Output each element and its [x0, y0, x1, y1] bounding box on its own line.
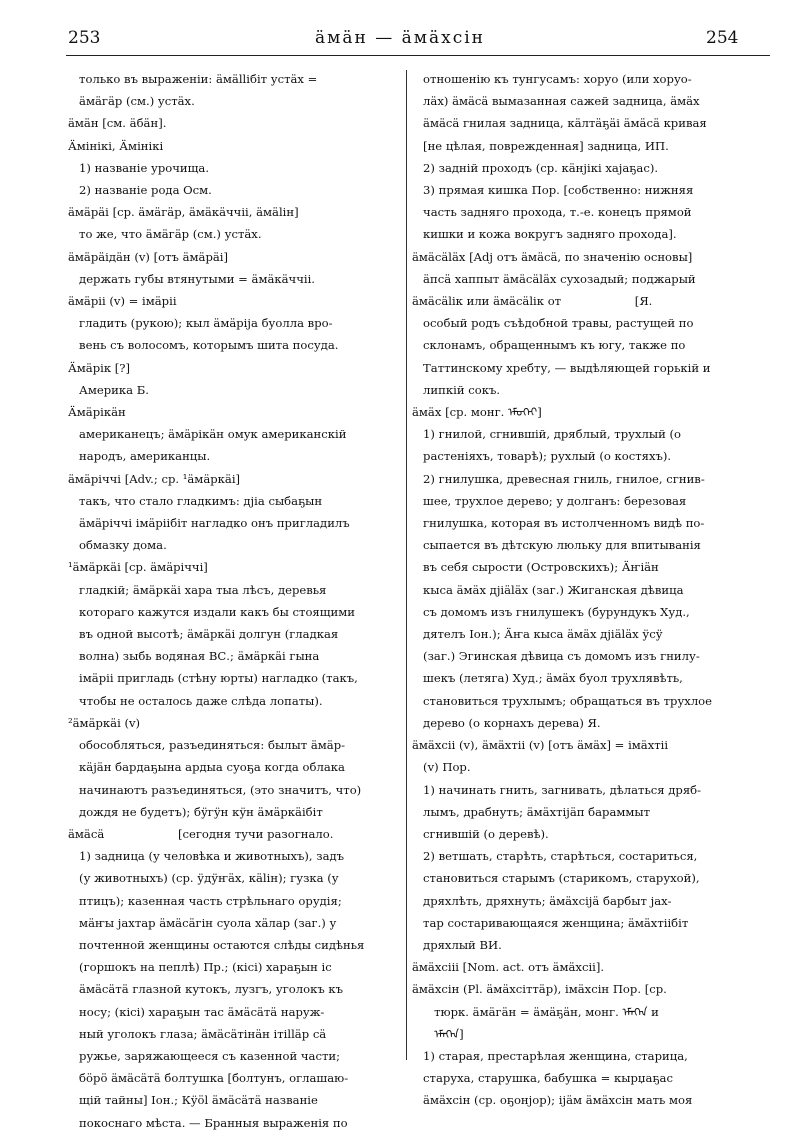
header-rule	[66, 55, 770, 56]
dictionary-line: становиться трухлымъ; обращаться въ трухлое	[412, 693, 713, 708]
dictionary-line: носу; (кісі) хараҕын тас ӓмӓсӓтӓ наруж-	[68, 1004, 325, 1019]
dictionary-line: ӓпсӓ хаппыт ӓмӓсӓlӓх сухозадый; поджарый	[412, 271, 696, 286]
dictionary-line: въ себя сырости (Островскихъ); Ӓҥіӓн	[412, 560, 659, 575]
dictionary-line: американецъ; ӓмӓрікӓн омук американскій	[68, 427, 347, 442]
dictionary-line: народъ, американцы.	[68, 449, 211, 464]
dictionary-line: гладить (рукою); кыл ӓмӓріја буолла вро-	[68, 316, 333, 331]
dictionary-line: чтобы не осталось даже слѣда лопаты).	[68, 693, 323, 708]
dictionary-line: (v) Пор.	[412, 760, 471, 775]
dictionary-line: (заг.) Эгинская дѣвица съ домомъ изъ гнилу-	[412, 649, 700, 664]
dictionary-line: ӓмӓгӓр (см.) устӓх.	[68, 94, 195, 109]
dictionary-line: шекъ (летяга) Худ.; ӓмӓх буол трухлявѣть,	[412, 671, 683, 686]
dictionary-line: тюрк. ӓмӓгӓн = ӓмӓҕӓн, монг. ᠡᠮᠡᠭᠡᠨ и	[412, 1004, 659, 1019]
dictionary-line: только въ выраженіи: ӓмӓllібіт устӓх =	[68, 72, 318, 86]
dictionary-line: 1) задница (у человѣка и животныхъ), задъ	[68, 849, 345, 864]
dictionary-line: гнилушка, которая въ истолченномъ видѣ по-	[412, 516, 705, 531]
dictionary-line: птицъ); казенная часть стрѣльнаго орудія;	[68, 893, 342, 908]
dictionary-line: то же, что ӓмӓгӓр (см.) устӓх.	[68, 227, 262, 242]
dictionary-line: Америка Б.	[68, 382, 149, 397]
dictionary-line: (у животныхъ) (ср. ӱдӱҥӓх, кӓlін); гузка (у	[68, 871, 339, 886]
dictionary-line: 1) старая, престарѣлая женщина, старица,	[412, 1048, 688, 1063]
dictionary-line: дряхлѣть, дряхнуть; ӓмӓхсіјӓ барбыт јах-	[412, 893, 672, 908]
dictionary-line: ӓмӓсӓ гнилая задница, кӓлтӓҕӓі ӓмӓсӓ кривая	[412, 116, 707, 131]
dictionary-line: склонамъ, обращеннымъ къ югу, также по	[412, 338, 686, 353]
dictionary-line: дерево (о корнахъ дерева) Я.	[412, 715, 601, 730]
dictionary-line: ружье, заряжающееся съ казенной части;	[68, 1048, 341, 1063]
dictionary-line: ӓмӓсӓтӓ глазной кутокъ, лузгъ, уголокъ къ	[68, 982, 344, 997]
page-number-right: 254	[706, 28, 739, 48]
dictionary-line: 2) гнилушка, древесная гниль, гнилое, сгнив-	[412, 471, 705, 486]
dictionary-line: становиться старымъ (старикомъ, старухой),	[412, 871, 700, 886]
dictionary-line: ӓмӓрӓі [ср. ӓмӓгӓр, ӓмӓкӓччіі, ӓмӓlін]	[68, 205, 299, 220]
dictionary-line: бӧрӧ ӓмӓсӓтӓ болтушка [болтунъ, оглашаю-	[68, 1071, 349, 1086]
page-number-left: 253	[68, 28, 101, 48]
column-divider	[406, 70, 407, 1060]
dictionary-line: Ӓмӓрік [?]	[68, 360, 131, 375]
dictionary-line: почтенной женщины остаются слѣды сидѣнья	[68, 937, 365, 952]
dictionary-line: ӓмӓн [см. ӓбӓн].	[68, 116, 167, 131]
dictionary-line: вень съ волосомъ, которымъ шита посуда.	[68, 338, 339, 353]
dictionary-line: отношенію къ тунгусамъ: хоруо (или хоруо-	[412, 72, 692, 86]
dictionary-line: покоснаго мѣста. — Бранныя выраженія по	[68, 1115, 348, 1130]
dictionary-line: [не цѣлая, поврежденная] задница, ИП.	[412, 138, 669, 153]
dictionary-line: обособляться, разъединяться: былыт ӓмӓр-	[68, 738, 346, 753]
left-column	[68, 68, 400, 1134]
dictionary-line: липкій сокъ.	[412, 382, 501, 397]
dictionary-line: 2) названіе рода Осм.	[68, 183, 212, 198]
dictionary-line: (горшокъ на пеплѣ) Пр.; (кісі) хараҕын іс	[68, 960, 332, 975]
dictionary-line: старуха, старушка, бабушка = кырџаҕас	[412, 1071, 673, 1086]
dictionary-line: Ӓмінікі, Ӓмінікі	[68, 138, 164, 153]
dictionary-line: обмазку дома.	[68, 538, 167, 553]
dictionary-line: лӓх) ӓмӓсӓ вымазанная сажей задница, ӓмӓх	[412, 94, 700, 109]
dictionary-line: ᠡᠮᠡᠭᠡᠨ]	[412, 1026, 464, 1041]
dictionary-line: сыпается въ дѣтскую люльку для впитыванія	[412, 538, 701, 553]
dictionary-line: дряхлый ВИ.	[412, 937, 502, 952]
dictionary-line: ӓмӓсӓlік или ӓмӓсӓlік от [Я.	[412, 294, 653, 309]
dictionary-line: ӓмӓріччі [Adv.; ср. ¹ӓмӓркӓі]	[68, 471, 241, 486]
dictionary-line: ӓмӓх [ср. монг. ᠡᠮᠦᠭᠡᠢ]	[412, 405, 542, 420]
dictionary-line: ӓмӓріччі імӓріібіт нагладко онъ пригладилъ	[68, 516, 350, 531]
dictionary-line: 2) ветшать, старѣть, старѣться, состариться,	[412, 849, 698, 864]
dictionary-line: начинаютъ разъединяться, (это значитъ, что)	[68, 782, 362, 797]
dictionary-line: кишки и кожа вокругъ задняго прохода].	[412, 227, 677, 242]
dictionary-line: часть задняго прохода, т.-е. конецъ прямой	[412, 205, 692, 220]
dictionary-line: 1) начинать гнить, загнивать, дѣлаться дряб-	[412, 782, 702, 797]
dictionary-line: ӓмӓхсін (ср. оҕонјор); іјӓм ӓмӓхсін мать моя	[412, 1093, 693, 1108]
dictionary-line: держать губы втянутыми = ӓмӓкӓччіі.	[68, 271, 315, 286]
dictionary-line: ӓмӓсӓlӓх [Adj отъ ӓмӓсӓ, по значенію основы]	[412, 249, 693, 264]
dictionary-line: мӓҥы јахтар ӓмӓсӓгін суола хӓлар (заг.) у	[68, 915, 337, 930]
dictionary-line: Ӓмӓрікӓн	[68, 405, 126, 420]
dictionary-line: лымъ, драбнуть; ӓмӓхтіјӓп бараммыт	[412, 804, 651, 819]
dictionary-line: ²ӓмӓркӓі (v)	[68, 715, 141, 730]
dictionary-line: ӓмӓсӓ [сегодня тучи разогнало.	[68, 826, 334, 841]
dictionary-line: растеніяхъ, товарѣ); рухлый (о костяхъ).	[412, 449, 672, 464]
dictionary-line: волна) зыбь водяная ВС.; ӓмӓркӓі гына	[68, 649, 320, 664]
dictionary-line: ӓмӓхсіі (v), ӓмӓхтіі (v) [отъ ӓмӓх] = імӓхтіі	[412, 738, 669, 753]
dictionary-line: ¹ӓмӓркӓі [ср. ӓмӓріччі]	[68, 560, 208, 575]
dictionary-line: гладкій; ӓмӓркӓі хара тыа лѣсъ, деревья	[68, 582, 327, 597]
dictionary-line: кыса ӓмӓх дјіӓlӓх (заг.) Жиганская дѣвица	[412, 582, 684, 597]
dictionary-line: кӓјӓн бардаҕына ардыа суоҕа когда облака	[68, 760, 345, 775]
dictionary-line: тар состаривающаяся женщина; ӓмӓхтіібіт	[412, 915, 689, 930]
dictionary-line: котораго кажутся издали какъ бы стоящими	[68, 604, 355, 619]
dictionary-line: 2) задній проходъ (ср. кӓнјікі хајаҕас).	[412, 160, 659, 175]
dictionary-line: 1) названіе урочища.	[68, 160, 210, 175]
dictionary-line: ӓмӓріі (v) = імӓріі	[68, 294, 177, 309]
dictionary-line: ӓмӓхсін (Pl. ӓмӓхсіттӓр), імӓхсін Пор. [ср.	[412, 982, 667, 997]
right-column	[412, 68, 770, 1112]
dictionary-line: ный уголокъ глаза; ӓмӓсӓтінӓн ітіllӓр сӓ	[68, 1026, 327, 1041]
dictionary-line: імӓріі пригладь (стѣну юрты) нагладко (такъ,	[68, 671, 358, 686]
dictionary-line: дождя не будетъ); бӱгӱн кӱн ӓмӓркӓібіт	[68, 804, 323, 819]
dictionary-line: сгнившій (о деревѣ).	[412, 826, 549, 841]
dictionary-line: ӓмӓрӓідӓн (v) [отъ ӓмӓрӓі]	[68, 249, 229, 264]
dictionary-line: щій тайны] Іон.; Кӱӧl ӓмӓсӓтӓ названіе	[68, 1093, 318, 1108]
dictionary-line: 3) прямая кишка Пор. [собственно: нижняя	[412, 183, 694, 198]
dictionary-line: такъ, что стало гладкимъ: дјіа сыбаҕын	[68, 493, 323, 508]
dictionary-line: съ домомъ изъ гнилушекъ (бурундукъ Худ.,	[412, 604, 690, 619]
dictionary-line: въ одной высотѣ; ӓмӓркӓі долгун (гладкая	[68, 627, 339, 642]
dictionary-line: 1) гнилой, сгнившій, дряблый, трухлый (о	[412, 427, 681, 442]
dictionary-line: особый родъ съѣдобной травы, растущей по	[412, 316, 694, 331]
dictionary-line: Таттинскому хребту, — выдѣляющей горькій и	[412, 360, 711, 375]
dictionary-line: шее, трухлое дерево; у долганъ: березовая	[412, 493, 687, 508]
running-head: ӓмӓн — ӓмӓхсін	[314, 28, 485, 48]
dictionary-line: ӓмӓхсііі [Nom. act. отъ ӓмӓхсіі].	[412, 960, 605, 975]
dictionary-line: дятелъ Іон.); Ӓҥа кыса ӓмӓх дјіӓlӓх ӱсӱ	[412, 627, 663, 642]
